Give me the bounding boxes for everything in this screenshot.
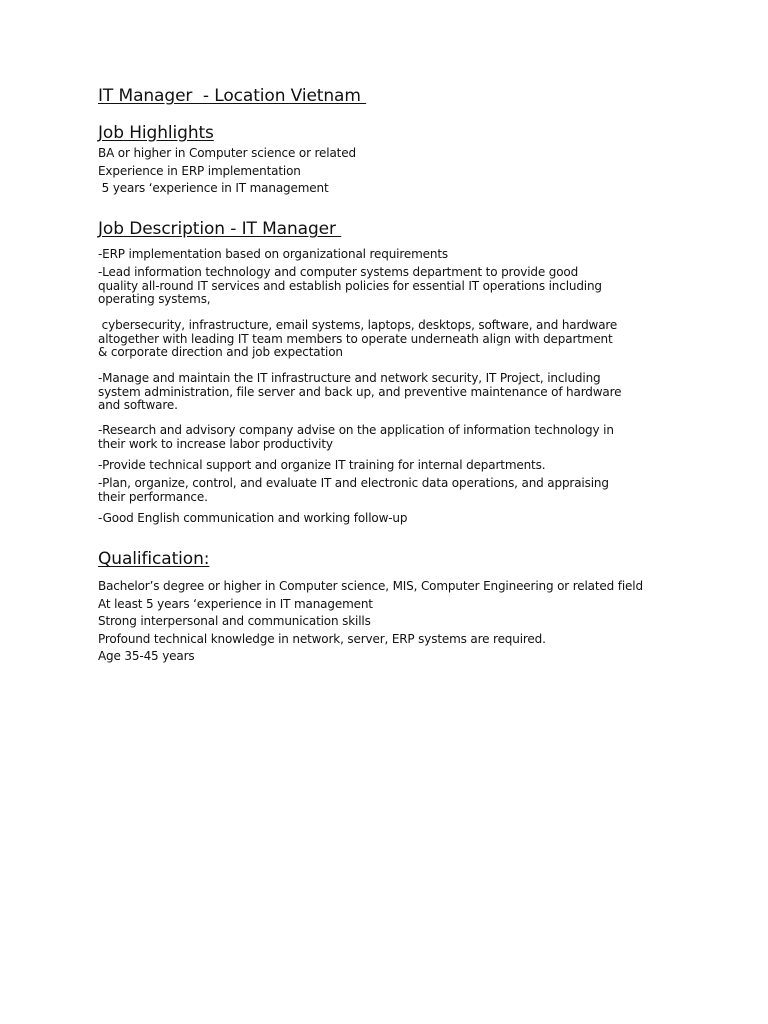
description-line: -Provide technical support and organize IT training for internal departments.	[98, 458, 546, 472]
description-line: operating systems,	[98, 292, 211, 306]
qualification-heading: Qualification:	[98, 549, 210, 569]
description-paragraph	[98, 459, 658, 473]
job-highlights-heading: Job Highlights	[98, 123, 214, 143]
qualification-item: At least 5 years ‘experience in IT management	[98, 597, 373, 611]
description-line: and software.	[98, 398, 178, 412]
job-description-heading: Job Description - IT Manager	[98, 219, 342, 239]
description-line: -Lead information technology and computer systems department to provide good	[98, 265, 579, 279]
description-paragraph	[98, 266, 658, 307]
description-line: -Plan, organize, control, and evaluate IT and electronic data operations, and appraising	[98, 476, 609, 490]
description-paragraph	[98, 424, 658, 451]
page-title: IT Manager - Location Vietnam	[98, 86, 367, 106]
description-paragraph	[98, 319, 658, 360]
description-paragraph	[98, 248, 658, 262]
description-paragraph	[98, 512, 658, 526]
description-line: -ERP implementation based on organizational requirements	[98, 247, 449, 261]
description-line: their work to increase labor productivity	[98, 436, 333, 451]
qualification-item: Age 35-45 years	[98, 649, 195, 663]
description-line: altogether with leading IT team members to operate underneath align with department	[98, 331, 613, 346]
highlight-item: Experience in ERP implementation	[98, 164, 301, 178]
description-line: -Good English communication and working follow-up	[98, 511, 408, 525]
description-line: -Research and advisory company advise on the application of information technology in	[98, 423, 614, 437]
description-paragraph	[98, 477, 658, 504]
description-line: quality all-round IT services and establish policies for essential IT operations including	[98, 278, 602, 293]
qualification-item: Strong interpersonal and communication skills	[98, 614, 371, 628]
description-paragraph	[98, 372, 658, 413]
description-line: -Manage and maintain the IT infrastructure and network security, IT Project, including	[98, 371, 601, 385]
highlight-item: BA or higher in Computer science or related	[98, 146, 356, 160]
description-line: cybersecurity, infrastructure, email systems, laptops, desktops, software, and hardware	[98, 318, 618, 332]
qualification-item: Bachelor’s degree or higher in Computer science, MIS, Computer Engineering or related field	[98, 579, 643, 593]
highlight-item: 5 years ‘experience in IT management	[98, 181, 329, 195]
description-line: their performance.	[98, 489, 208, 504]
qualification-item: Profound technical knowledge in network, server, ERP systems are required.	[98, 632, 546, 646]
description-line: & corporate direction and job expectation	[98, 345, 343, 359]
description-line: system administration, file server and back up, and preventive maintenance of hardware	[98, 384, 622, 399]
